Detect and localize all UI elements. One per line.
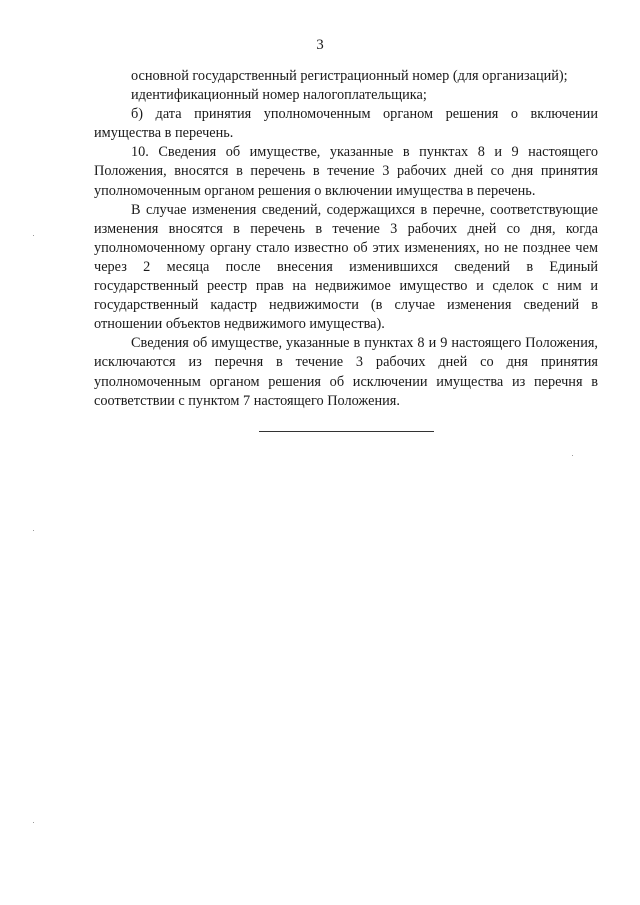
scan-speck — [33, 530, 34, 531]
paragraph-exclusion: Сведения об имуществе, указанные в пунктах 8 и 9 настоящего Положения, исключаются из перечня в течение 3 рабочих дней со дня принятия уполномоченным органом решения об исключении имущества из перечня в соответствии с пунктом 7 настоящего Положения. — [94, 335, 598, 409]
paragraph-changes: В случае изменения сведений, содержащихся в перечне, соответствующие изменения вносятся в перечень в течение 3 рабочих дней со дня, когда уполномоченному органу стало известно об этих изменениях, но не позднее чем через 2 месяца после внесения изменившихся сведений в Единый государственный реестр прав на недвижимое имущество и сделок с ним и государственный кадастр недвижимости (в случае изменения сведений в отношении объектов недвижимого имущества). — [94, 201, 598, 333]
scan-speck — [33, 822, 34, 823]
paragraph-inn: идентификационный номер налогоплательщика; — [131, 87, 427, 104]
paragraph-item-10: 10. Сведения об имуществе, указанные в пунктах 8 и 9 настоящего Положения, вносятся в перечень в течение 3 рабочих дней со дня принятия уполномоченным органом решения о включении имущества в перечень. — [94, 144, 598, 199]
page-number: 3 — [316, 37, 324, 53]
paragraph-ogrn: основной государственный регистрационный номер (для организаций); — [131, 68, 568, 84]
end-separator-line — [259, 431, 434, 432]
paragraph-item-b: б) дата принятия уполномоченным органом решения о включении имущества в перечень. — [94, 106, 598, 142]
scan-speck — [572, 455, 573, 456]
scan-speck — [33, 235, 34, 236]
document-body — [94, 67, 598, 411]
